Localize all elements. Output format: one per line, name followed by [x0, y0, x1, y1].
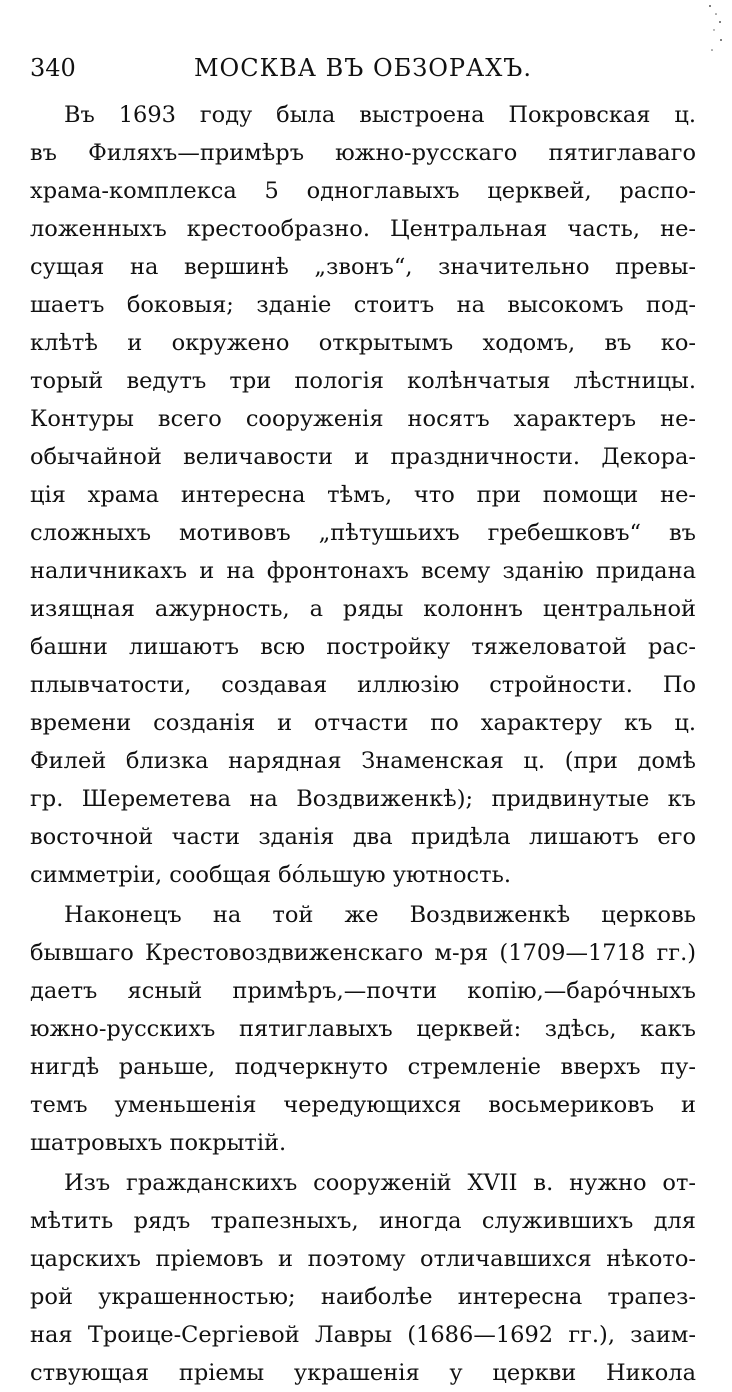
text-line: сущая на вершинѣ „звонъ“, значительно превы-	[30, 254, 696, 280]
text-line: нигдѣ раньше, подчеркнуто стремленіе вверхъ пу-	[30, 1054, 696, 1080]
text-line: царскихъ пріемовъ и поэтому отличавшихся нѣкото-	[30, 1246, 696, 1272]
text-line: Контуры всего сооруженія носятъ характеръ не-	[30, 406, 696, 432]
paragraph-3	[30, 1164, 696, 1392]
text-line: башни лишаютъ всю постройку тяжеловатой рас-	[30, 634, 696, 660]
text-line: плывчатости, создавая иллюзію стройности. По	[30, 672, 696, 698]
paragraph-2	[30, 896, 696, 1162]
text-line: времени созданія и отчасти по характеру къ ц.	[30, 710, 696, 736]
text-line: Изъ гражданскихъ сооруженій XVII в. нужно от-	[64, 1170, 696, 1196]
page-number: 340	[30, 54, 76, 82]
text-line: восточной части зданія два придѣла лишаютъ его	[30, 824, 696, 850]
text-line: шатровыхъ покрытій.	[30, 1130, 287, 1156]
running-title: МОСКВА ВЪ ОБЗОРАХЪ.	[193, 54, 532, 82]
text-line: торый ведутъ три пологія колѣнчатыя лѣстницы.	[30, 368, 696, 394]
text-line: ція храма интересна тѣмъ, что при помощи не-	[30, 482, 696, 508]
text-line: Въ 1693 году была выстроена Покровская ц.	[64, 102, 696, 128]
text-line: клѣтѣ и окружено открытымъ ходомъ, въ ко-	[30, 330, 696, 356]
text-line: храма-комплекса 5 одноглавыхъ церквей, распо-	[30, 178, 696, 204]
paragraph-1	[30, 96, 696, 894]
text-line: наличникахъ и на фронтонахъ всему зданію придана	[30, 558, 696, 584]
page-edge-specks	[706, 0, 724, 60]
text-line: Наконецъ на той же Воздвиженкѣ церковь	[64, 902, 696, 928]
text-line: рой украшенностью; наиболѣе интересна трапез-	[30, 1284, 696, 1310]
text-line: въ Филяхъ—примѣръ южно-русскаго пятиглаваго	[30, 140, 696, 166]
text-line: даетъ ясный примѣръ,—почти копію,—барóчныхъ	[30, 978, 696, 1004]
text-line: южно-русскихъ пятиглавыхъ церквей: здѣсь, какъ	[30, 1016, 696, 1042]
text-line: симметріи, сообщая бóльшую уютность.	[30, 862, 511, 888]
text-line: изящная ажурность, а ряды колоннъ центральной	[30, 596, 696, 622]
text-line: темъ уменьшенія чередующихся восьмериковъ и	[30, 1092, 696, 1118]
text-line: Филей близка нарядная Знаменская ц. (при домѣ	[30, 748, 696, 774]
text-line: бывшаго Крестовоздвиженскаго м-ря (1709—1718 гг.)	[30, 940, 696, 966]
text-line: ная Троице-Сергіевой Лавры (1686—1692 гг.), заим-	[30, 1322, 696, 1348]
text-line: сложныхъ мотивовъ „пѣтушьихъ гребешковъ“ въ	[30, 520, 696, 546]
text-line: ствующая пріемы украшенія у церкви Никола	[30, 1360, 696, 1386]
text-line: шаетъ боковыя; зданіе стоитъ на высокомъ под-	[30, 292, 696, 318]
text-line: обычайной величавости и праздничности. Декора-	[30, 444, 696, 470]
text-line: мѣтить рядъ трапезныхъ, иногда служившихъ для	[30, 1208, 696, 1234]
body-text	[30, 96, 696, 1392]
text-line: ложенныхъ крестообразно. Центральная часть, не-	[30, 216, 696, 242]
text-line: гр. Шереметева на Воздвиженкѣ); придвинутые къ	[30, 786, 696, 812]
page-header	[30, 50, 696, 86]
